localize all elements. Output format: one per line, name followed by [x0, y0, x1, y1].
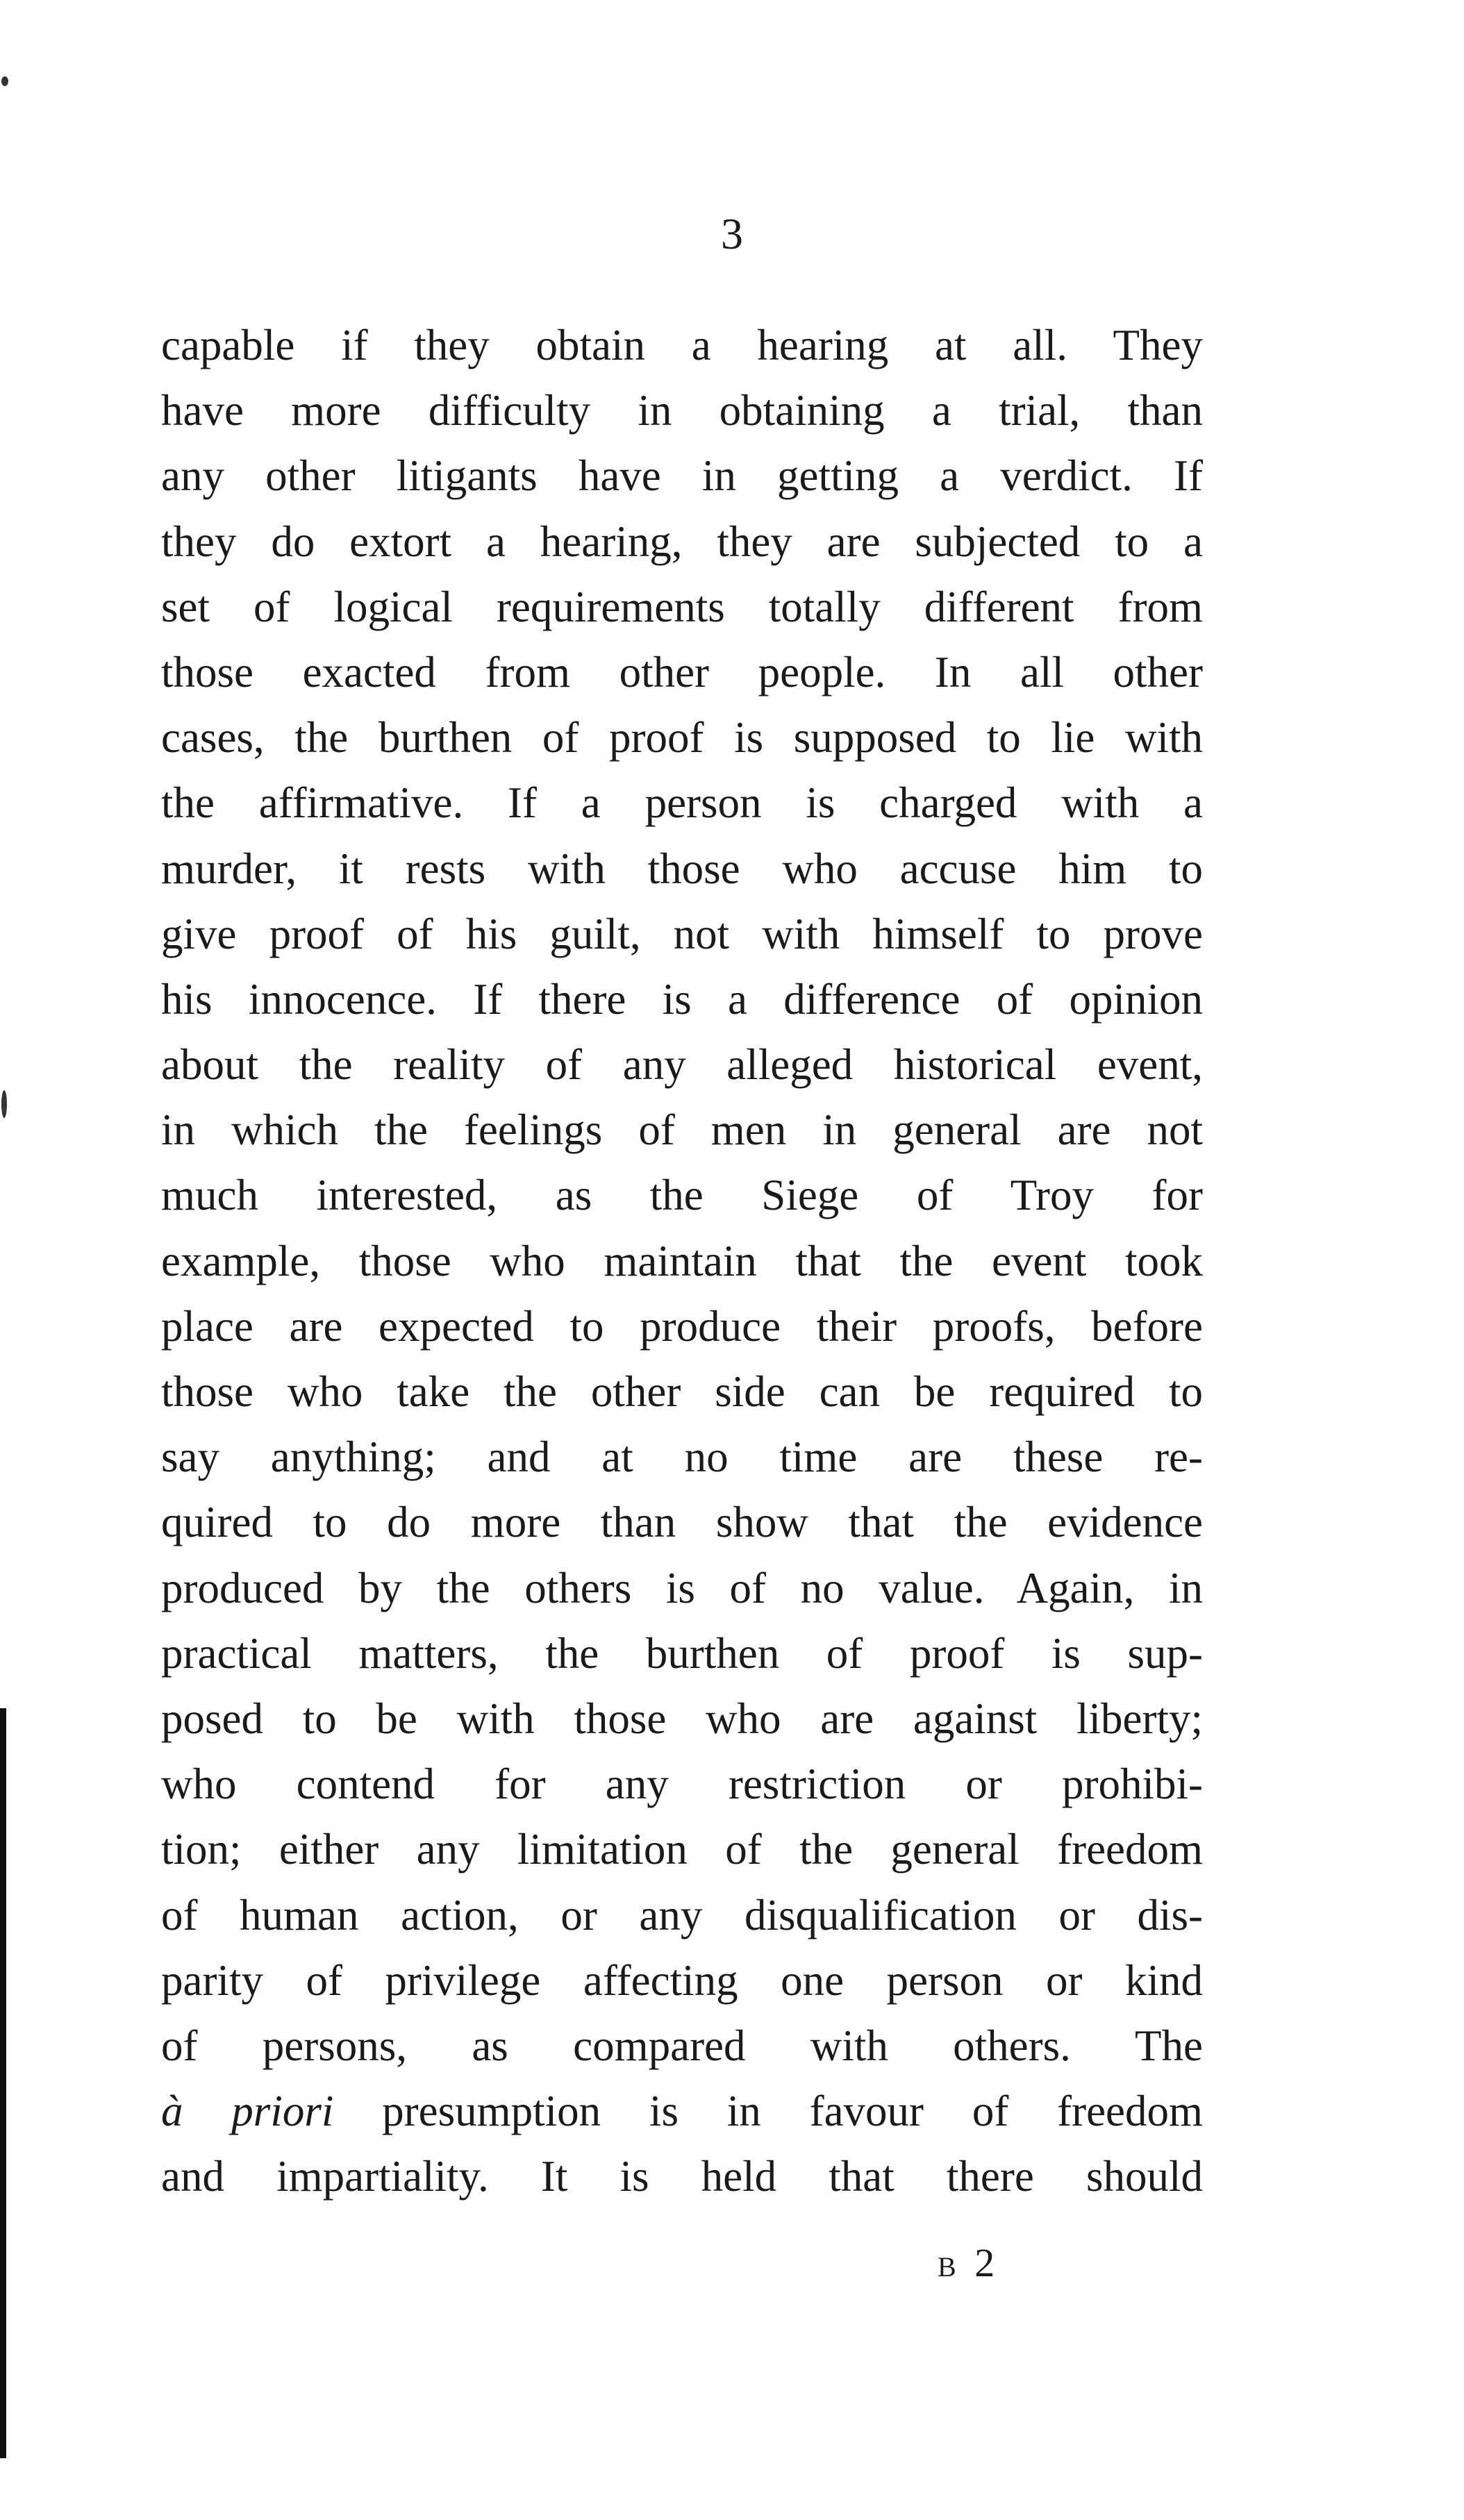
text-line: those who take the other side can be required to	[161, 1367, 1203, 1416]
text-line: in which the feelings of men in general are not	[161, 1105, 1203, 1155]
signature-mark	[938, 2239, 999, 2286]
text-line: give proof of his guilt, not with himself to prove	[161, 909, 1203, 958]
text-line: much interested, as the Siege of Troy for	[161, 1171, 1203, 1220]
italic-phrase: à priori	[161, 2087, 334, 2136]
text-line: posed to be with those who are against liberty;	[161, 1694, 1203, 1743]
scan-speck	[1, 1090, 7, 1118]
text-line: his innocence. If there is a difference of opinion	[161, 974, 1203, 1024]
text-line: of human action, or any disqualification or dis-	[161, 1890, 1203, 1939]
signature-letter: B	[938, 2251, 960, 2283]
text-line: say anything; and at no time are these re-	[161, 1433, 1203, 1482]
text-line: any other litigants have in getting a verdict. If	[161, 451, 1203, 501]
text-line: murder, it rests with those who accuse him to	[161, 844, 1203, 893]
text-line	[161, 2078, 1203, 2144]
text-line: the affirmative. If a person is charged with a	[161, 778, 1203, 828]
text-line: capable if they obtain a hearing at all. They	[161, 321, 1203, 369]
text-line: about the reality of any alleged historical event,	[161, 1040, 1203, 1090]
line-rest: presumption is in favour of freedom	[333, 2087, 1204, 2136]
body-text	[161, 312, 1203, 2209]
scan-speck	[1, 76, 8, 86]
signature-number: 2	[974, 2240, 999, 2285]
text-line: example, those who maintain that the event took	[161, 1236, 1203, 1285]
text-line: place are expected to produce their proofs, before	[161, 1301, 1203, 1351]
text-line: parity of privilege affecting one person or kind	[161, 1955, 1203, 2005]
text-line: produced by the others is of no value. Again, in	[161, 1563, 1203, 1612]
text-line: tion; either any limitation of the general freedom	[161, 1825, 1203, 1874]
text-line: quired to do more than show that the evidence	[161, 1498, 1203, 1547]
page-number: 3	[721, 209, 743, 258]
text-line: those exacted from other people. In all other	[161, 647, 1203, 696]
text-line: practical matters, the burthen of proof is sup-	[161, 1628, 1203, 1678]
binding-edge-shadow	[0, 1708, 6, 2458]
text-line: set of logical requirements totally different from	[161, 582, 1203, 631]
text-line: and impartiality. It is held that there should	[161, 2152, 1203, 2201]
text-line: cases, the burthen of proof is supposed to lie with	[161, 713, 1203, 762]
text-line: of persons, as compared with others. The	[161, 2021, 1203, 2070]
text-line: have more difficulty in obtaining a trial, than	[161, 386, 1203, 435]
text-line: they do extort a hearing, they are subjected to a	[161, 517, 1203, 566]
text-line: who contend for any restriction or prohibi-	[161, 1760, 1203, 1809]
